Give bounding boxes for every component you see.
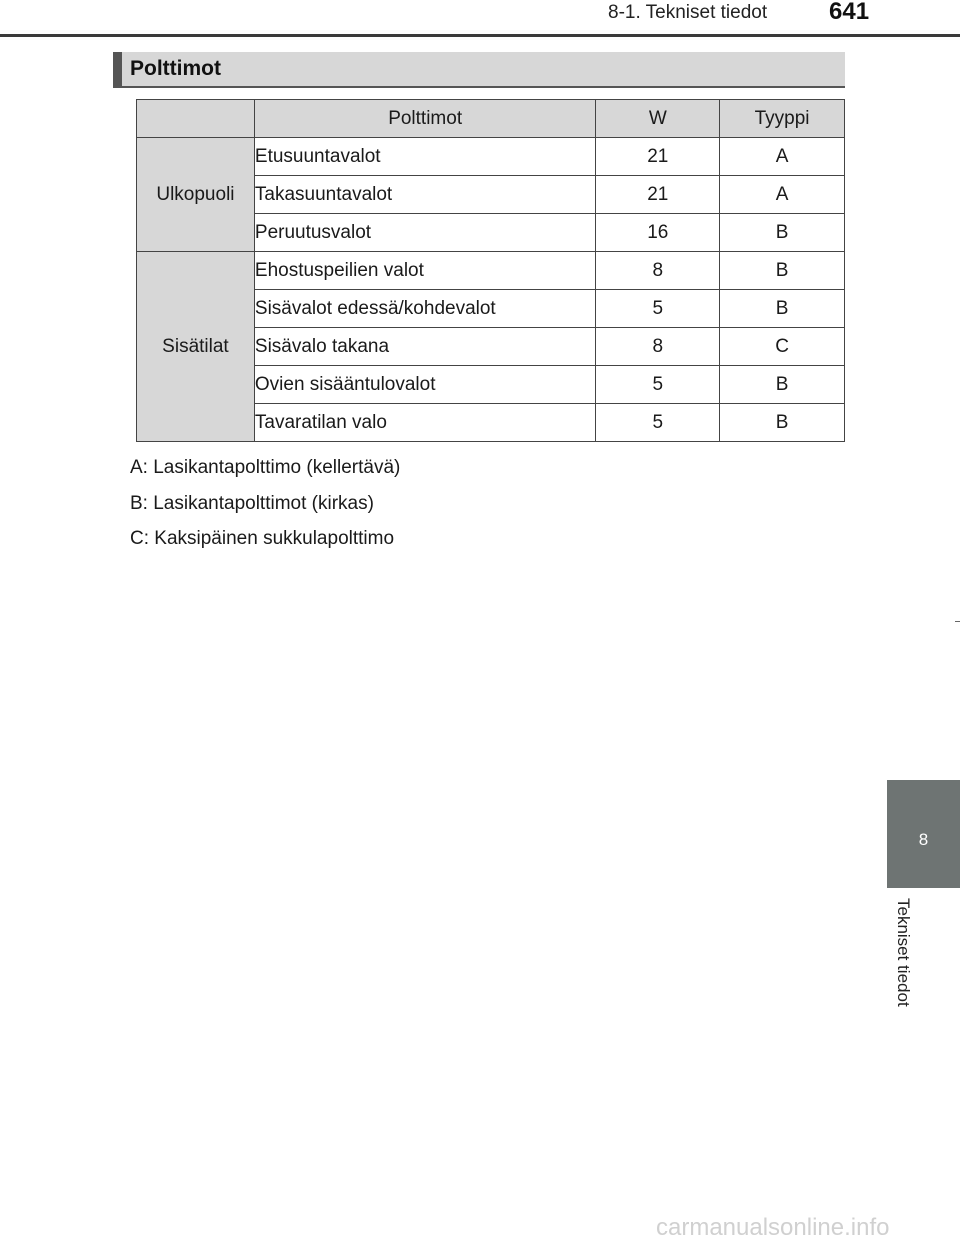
bulb-type: B <box>720 404 845 442</box>
table-header-watt: W <box>596 100 720 138</box>
bulb-name: Sisävalot edessä/kohdevalot <box>254 290 596 328</box>
bulb-watt: 5 <box>596 404 720 442</box>
chapter-label: Tekniset tiedot <box>894 898 913 1007</box>
bulb-watt: 8 <box>596 328 720 366</box>
section-heading-bar <box>113 52 845 88</box>
group-label-interior: Sisätilat <box>137 252 255 442</box>
bulb-watt: 16 <box>596 214 720 252</box>
bulb-watt: 5 <box>596 366 720 404</box>
group-label-exterior: Ulkopuoli <box>137 138 255 252</box>
chapter-tab <box>887 780 960 888</box>
chapter-number: 8 <box>918 830 929 849</box>
table-header-type: Tyyppi <box>720 100 845 138</box>
bulb-name: Takasuuntavalot <box>254 176 596 214</box>
bulb-watt: 21 <box>596 176 720 214</box>
bulb-watt: 21 <box>596 138 720 176</box>
type-legend <box>130 456 400 563</box>
header-section-title: 8-1. Tekniset tiedot <box>608 2 768 23</box>
table-header-bulb: Polttimot <box>254 100 596 138</box>
legend-note-a: A: Lasikantapolttimo (kellertävä) <box>130 457 401 478</box>
section-heading: Polttimot <box>130 57 221 80</box>
bulb-name: Tavaratilan valo <box>254 404 596 442</box>
table-header-row <box>137 100 845 138</box>
bulb-type: B <box>720 214 845 252</box>
bulb-type: B <box>720 252 845 290</box>
bulb-watt: 8 <box>596 252 720 290</box>
bulb-name: Ovien sisääntulovalot <box>254 366 596 404</box>
page-number: 641 <box>829 0 870 25</box>
section-heading-accent <box>113 52 122 86</box>
legend-note-c: C: Kaksipäinen sukkulapolttimo <box>130 528 395 549</box>
bulb-type: C <box>720 328 845 366</box>
legend-note-b: B: Lasikantapolttimot (kirkas) <box>130 492 374 514</box>
table-row <box>137 138 845 176</box>
bulb-type: B <box>720 366 845 404</box>
bulb-type: B <box>720 290 845 328</box>
watermark: carmanualsonline.info <box>656 1214 890 1241</box>
bulb-watt: 5 <box>596 290 720 328</box>
header-rule <box>0 34 960 37</box>
bulb-type: A <box>720 138 845 176</box>
table-header-empty <box>137 100 255 138</box>
table-row <box>137 252 845 290</box>
bulb-table <box>136 99 845 442</box>
margin-tick <box>955 621 960 622</box>
bulb-name: Peruutusvalot <box>254 214 596 252</box>
bulb-name: Etusuuntavalot <box>254 138 596 176</box>
bulb-type: A <box>720 176 845 214</box>
bulb-name: Ehostuspeilien valot <box>254 252 596 290</box>
bulb-name: Sisävalo takana <box>254 328 596 366</box>
